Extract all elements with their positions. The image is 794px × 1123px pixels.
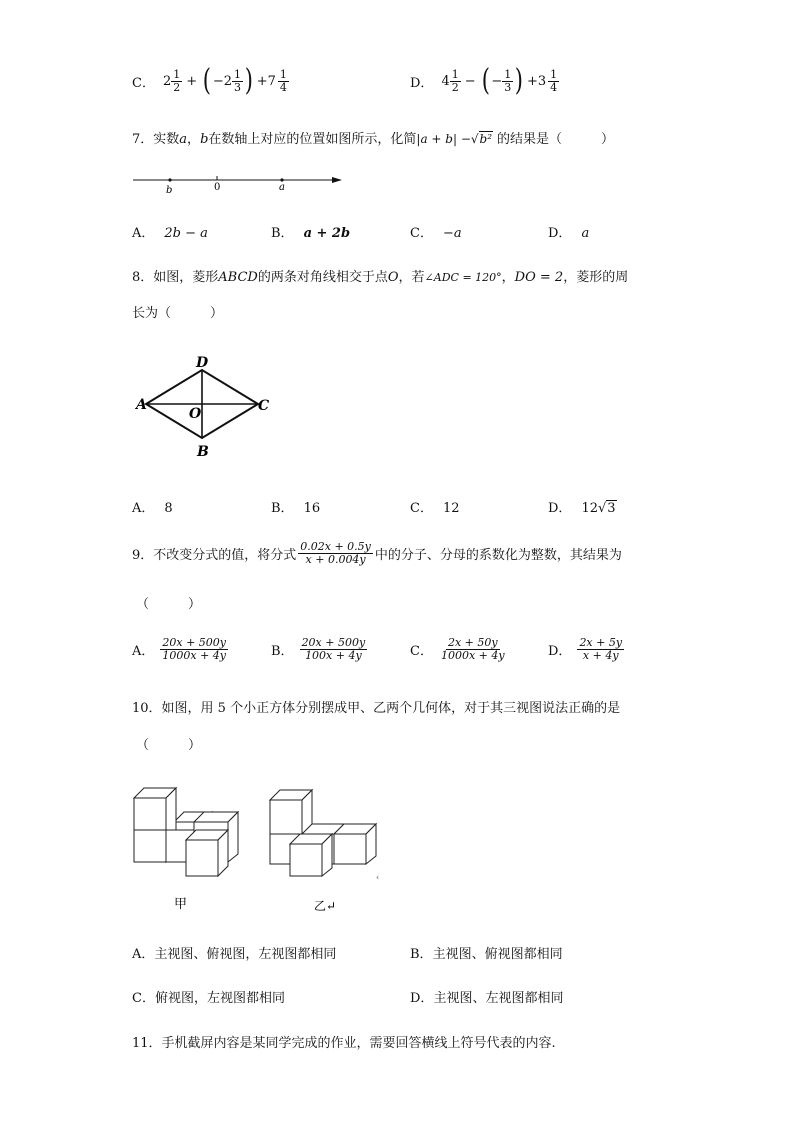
svg-text:‹: ‹: [376, 873, 380, 882]
q10-solid-figures: [130, 786, 390, 916]
q6-option-c-label: C．: [132, 75, 155, 91]
q8-do-value: DO = 2: [514, 270, 564, 285]
q7-text-d: 的结果是（ ）: [497, 132, 615, 147]
q8-stem-line2: 长为（ ）: [132, 306, 224, 321]
q6-option-d-label: D．: [410, 75, 434, 91]
q8-vertex-a: A: [136, 397, 147, 413]
q7-expr-sqrt: b²: [479, 132, 493, 146]
q9-fraction: $\frac{0.02x + 0.5y}{x + 0.004y}$: [300, 540, 371, 566]
q6-c-frac-1: $\frac{1}{2}$: [173, 67, 181, 94]
q7-number-line: [130, 170, 350, 198]
q10-figure-jia: [134, 788, 238, 876]
q6-c-expression: 2 $\frac{1}{2}$ + ( −2 $\frac{1}{3}$ ) +7 $\frac{1}{4}$: [162, 63, 287, 98]
q7-option-c: C． −a: [410, 226, 462, 241]
q6-d-expression: 4 $\frac{1}{2}$ − ( − $\frac{1}{3}$ ) +3 $\frac{1}{4}$: [441, 63, 558, 98]
q8-option-b: B． 16: [271, 501, 321, 516]
q9-stem-line1: 9．不改变分式的值，将分式 $\frac{0.02x + 0.5y}{x + 0.004y}$ 中的分子、分母的系数化为整数，其结果为: [132, 540, 622, 566]
q7-stem: 7．实数a，b在数轴上对应的位置如图所示，化简|a + b| −√b² 的结果是（ ）: [132, 132, 615, 147]
q9-option-a: A． $\frac{20x + 500y}{1000x + 4y}$: [132, 636, 227, 662]
q9-stem-line2: （ ）: [136, 597, 202, 612]
q6-c-whole-2: −2: [212, 73, 233, 89]
q10-stem-line1: 10．如图，用 5 个小正方体分别摆成甲、乙两个几何体，对于其三视图说法正确的是: [132, 701, 621, 716]
q6-d-frac-1: $\frac{1}{2}$: [451, 67, 459, 94]
q6-d-frac-3: $\frac{1}{4}$: [550, 67, 558, 94]
q7-var-b: b: [200, 132, 209, 147]
q7-option-d: D． a: [548, 226, 590, 241]
q8-option-a: A． 8: [132, 501, 173, 516]
q7-axis-label-a: a: [279, 182, 285, 193]
q6-d-op-2: +3: [526, 73, 547, 89]
q8-vertex-b: B: [197, 444, 209, 460]
q10-option-c: C．俯视图，左视图都相同: [132, 991, 285, 1006]
q10-stem-line2: （ ）: [136, 738, 202, 753]
q7-axis-label-b: b: [166, 185, 173, 196]
q9-option-c: C． $\frac{2x + 50y}{1000x + 4y}$: [410, 636, 505, 662]
q8-rhombus-name: ABCD: [218, 270, 258, 285]
q6-d-frac-2: $\frac{1}{3}$: [504, 67, 512, 94]
q6-option-d: [410, 63, 559, 98]
q7-text-c: 在数轴上对应的位置如图所示，化简: [208, 132, 417, 147]
q7-option-b: B． a + 2b: [271, 226, 351, 241]
q7-var-a: a: [179, 132, 188, 147]
q6-c-whole-1: 2: [162, 73, 172, 89]
q10-fig-label-yi: 乙↵: [314, 899, 337, 913]
q6-d-whole-2: −: [491, 73, 503, 89]
q8-option-c: C． 12: [410, 501, 460, 516]
q6-d-whole-1: 4: [441, 73, 450, 89]
q8-vertex-c: C: [258, 398, 270, 414]
q8-angle: ∠ADC = 120°: [424, 271, 502, 284]
q6-c-frac-2: $\frac{1}{3}$: [234, 67, 242, 94]
q10-figure-yi: [270, 790, 376, 876]
q6-option-c: [132, 63, 289, 98]
q6-c-frac-3: $\frac{1}{4}$: [279, 67, 287, 94]
q6-d-op-1: −: [464, 73, 476, 89]
q8-rhombus-figure: [132, 352, 282, 462]
q7-expr-abs: |a + b| −: [416, 132, 471, 146]
q7-text-a: 7．实数: [132, 132, 180, 147]
q8-vertex-d: D: [196, 355, 209, 371]
q7-text-b: ，: [187, 132, 201, 147]
arrow-icon: [332, 177, 342, 183]
q9-option-b: B． $\frac{20x + 500y}{100x + 4y}$: [271, 636, 366, 662]
q9-option-d: D． $\frac{2x + 5y}{x + 4y}$: [548, 636, 623, 662]
q6-c-op-2: +7: [256, 73, 276, 89]
q8-stem-line1: 8．如图，菱形ABCD的两条对角线相交于点O，若∠ADC = 120°，DO = 2，菱形的周: [132, 270, 629, 285]
q11-stem: 11．手机截屏内容是某同学完成的作业，需要回答横线上符号代表的内容.: [132, 1036, 556, 1051]
q10-option-d: D．主视图、左视图都相同: [410, 991, 564, 1006]
q8-option-d: D． 12√3: [548, 501, 616, 516]
q10-fig-label-jia: 甲: [174, 897, 188, 912]
q7-option-a: A． 2b − a: [132, 226, 208, 241]
q10-option-b: B．主视图、俯视图都相同: [410, 947, 563, 962]
q8-vertex-o: O: [189, 406, 202, 422]
q7-axis-label-zero: 0: [214, 182, 221, 193]
q6-c-op-1: +: [186, 73, 198, 89]
q10-option-a: A．主视图、俯视图，左视图都相同: [132, 947, 337, 962]
